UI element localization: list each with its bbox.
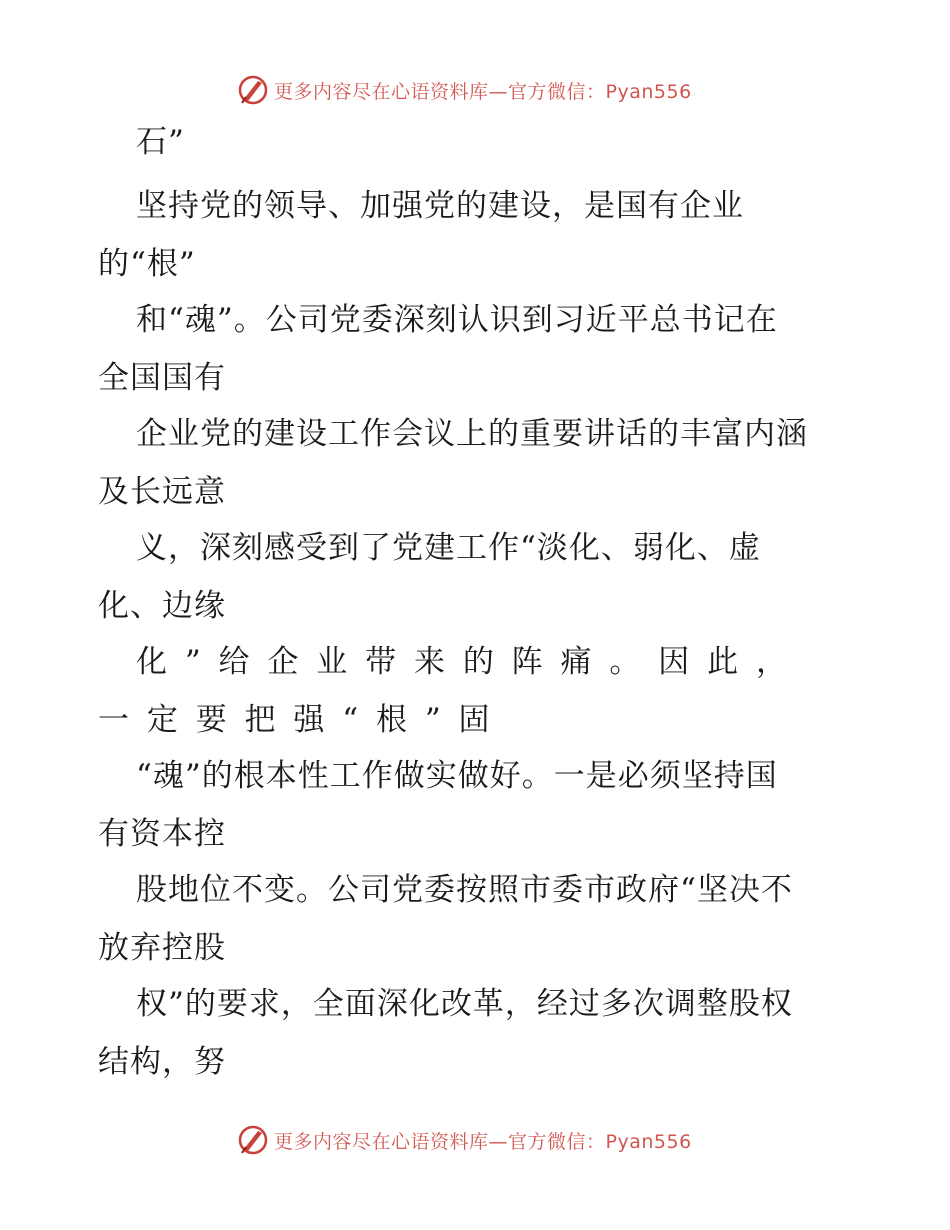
text-line: 的“根”: [98, 246, 196, 282]
footer-banner: [236, 1122, 692, 1158]
text-line: 义，深刻感受到了党建工作“淡化、弱化、虚: [136, 530, 761, 566]
text-line: 结构，努: [98, 1044, 226, 1080]
text-line: 放弃控股: [98, 930, 226, 966]
text-line: 全国国有: [98, 360, 226, 396]
text-line: 化、边缘: [98, 588, 226, 624]
text-line: “魂”的根本性工作做实做好。一是必须坚持国: [136, 758, 778, 794]
text-line: 一 定 要 把 强 “ 根 ” 固: [98, 702, 494, 738]
text-line: 坚持党的领导、加强党的建设，是国有企业: [136, 188, 744, 224]
text-line: 石”: [136, 124, 185, 160]
text-line: 和“魂”。公司党委深刻认识到习近平总书记在: [136, 302, 778, 338]
text-line: 权”的要求，全面深化改革，经过多次调整股权: [136, 986, 793, 1022]
text-line: 有资本控: [98, 816, 226, 852]
header-banner-text: 更多内容尽在心语资料库—官方微信：Pyan556: [274, 80, 692, 103]
text-line: 化 ” 给 企 业 带 来 的 阵 痛 。 因 此 ，: [136, 644, 791, 680]
footer-banner-text: 更多内容尽在心语资料库—官方微信：Pyan556: [274, 1130, 692, 1153]
quill-pen-logo-icon: [236, 73, 270, 107]
quill-pen-logo-icon: [236, 1123, 270, 1157]
text-line: 及长远意: [98, 474, 226, 510]
text-line: 企业党的建设工作会议上的重要讲话的丰富内涵: [136, 416, 808, 452]
text-line: 股地位不变。公司党委按照市委市政府“坚决不: [136, 872, 793, 908]
header-banner: [236, 72, 692, 108]
